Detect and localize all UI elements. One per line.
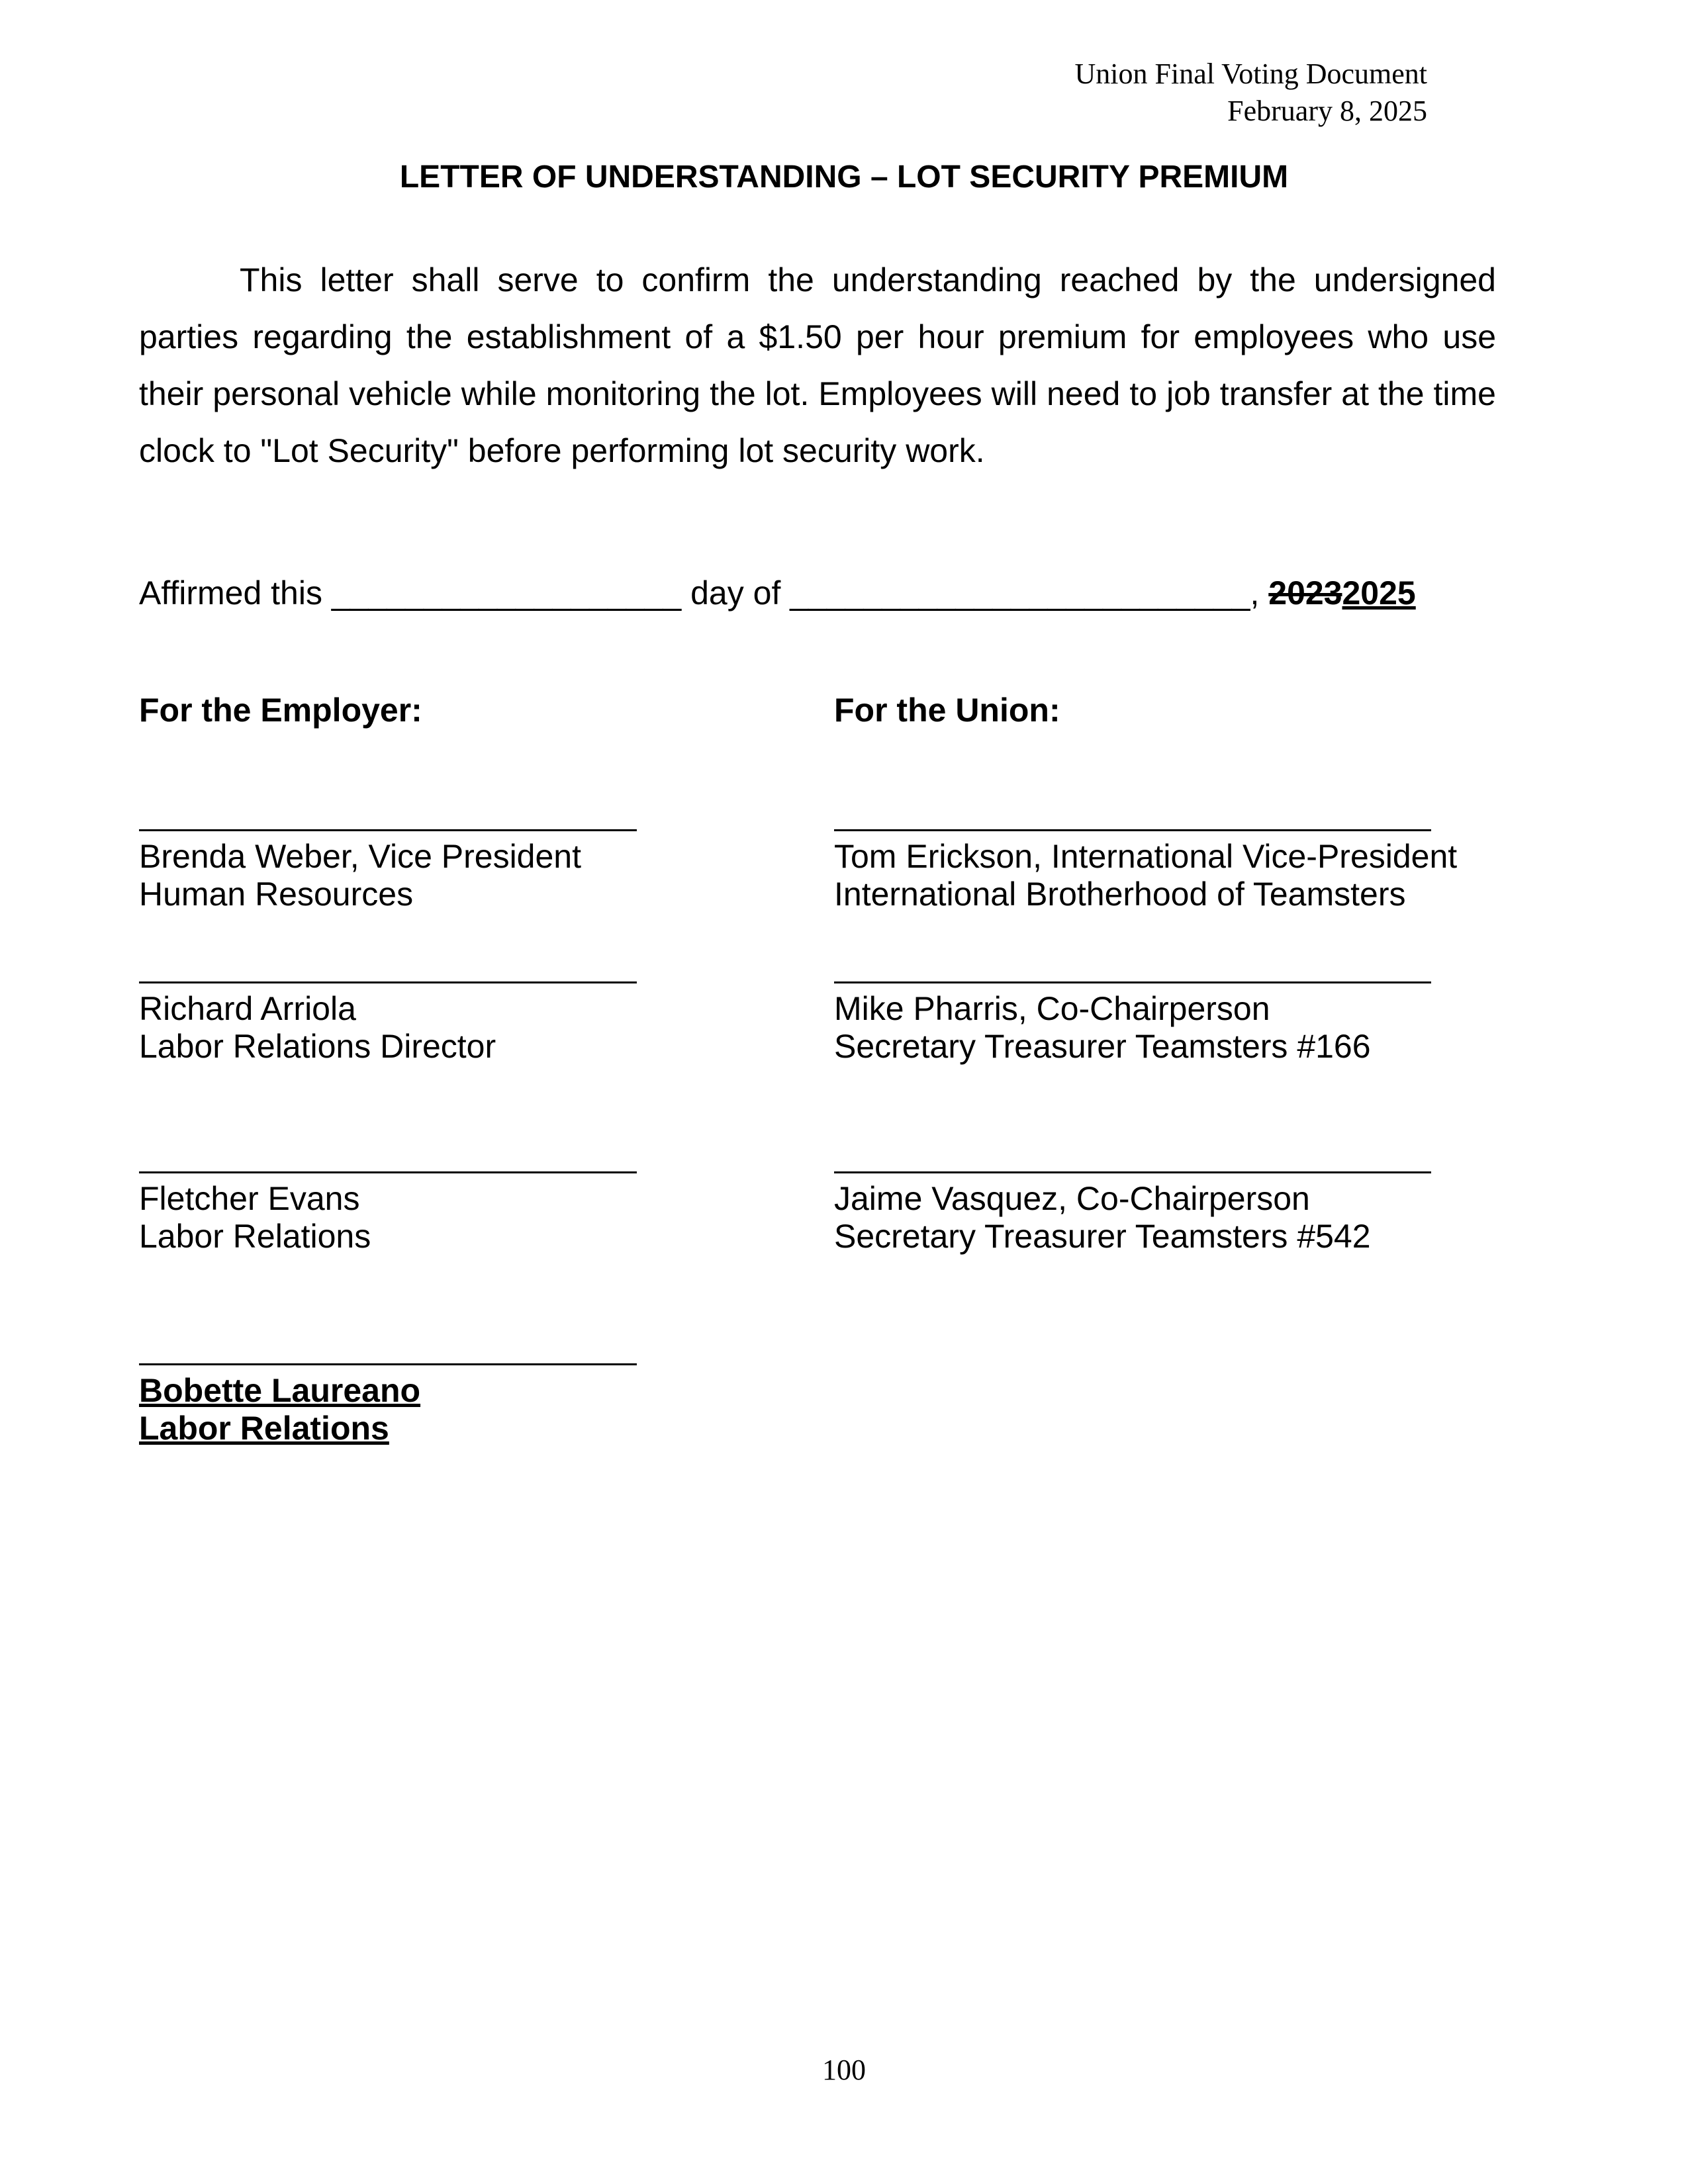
signatory-name: Jaime Vasquez, Co-Chairperson — [834, 1180, 1310, 1217]
signatory-title: Secretary Treasurer Teamsters #542 — [834, 1218, 1371, 1255]
header-document-status: Union Final Voting Document — [1074, 58, 1427, 90]
signature-line — [139, 1363, 637, 1365]
signatory-title: International Brotherhood of Teamsters — [834, 876, 1406, 913]
signatory-name: Fletcher Evans — [139, 1180, 360, 1217]
signatory-name: Brenda Weber, Vice President — [139, 838, 581, 875]
employer-signature-block — [139, 1363, 637, 1447]
letter-body: This letter shall serve to confirm the understanding reached by the undersigned parties regarding the establishment of a $1.50 per hour premium for employees who use their personal vehicle while monitoring the lot. Employees will need to job transfer at the time clock to "Lot Security" before performing lot security work. — [139, 261, 1496, 469]
employer-heading: For the Employer: — [139, 692, 422, 729]
signatory-title: Labor Relations Director — [139, 1028, 496, 1065]
signature-line — [139, 829, 637, 831]
signature-line — [139, 981, 637, 983]
signatory-name: Tom Erickson, International Vice-President — [834, 838, 1458, 875]
month-blank: _________________________ — [790, 574, 1250, 612]
affirmation-prefix: Affirmed this — [139, 574, 322, 612]
affirmation-line — [139, 573, 1416, 613]
employer-signature-block — [139, 1171, 637, 1255]
union-heading: For the Union: — [834, 692, 1060, 729]
signature-line — [139, 1171, 637, 1173]
header-date: February 8, 2025 — [1227, 95, 1427, 127]
employer-signature-block — [139, 829, 637, 913]
signatory-name: Bobette Laureano — [139, 1372, 421, 1409]
employer-signature-block — [139, 981, 637, 1066]
signature-line — [834, 829, 1431, 831]
affirmation-middle: day of — [690, 574, 781, 612]
signatory-title: Human Resources — [139, 876, 414, 913]
signatory-title: Labor Relations — [139, 1410, 389, 1447]
document-header — [1075, 56, 1428, 130]
day-blank: ___________________ — [331, 574, 682, 612]
inserted-year: 2025 — [1342, 574, 1416, 612]
signatory-title: Labor Relations — [139, 1218, 371, 1255]
struck-year: 2023 — [1268, 574, 1342, 612]
affirmation-comma: , — [1250, 574, 1260, 612]
signature-line — [834, 1171, 1431, 1173]
page-number: 100 — [822, 2054, 866, 2086]
union-signature-block — [834, 981, 1431, 1066]
signatory-name: Richard Arriola — [139, 990, 356, 1027]
signatory-name: Mike Pharris, Co-Chairperson — [834, 990, 1270, 1027]
signature-line — [834, 981, 1431, 983]
document-title: LETTER OF UNDERSTANDING – LOT SECURITY PREMIUM — [399, 159, 1289, 195]
signatory-title: Secretary Treasurer Teamsters #166 — [834, 1028, 1371, 1065]
union-signature-block — [834, 829, 1457, 913]
union-signature-block — [834, 1171, 1431, 1255]
